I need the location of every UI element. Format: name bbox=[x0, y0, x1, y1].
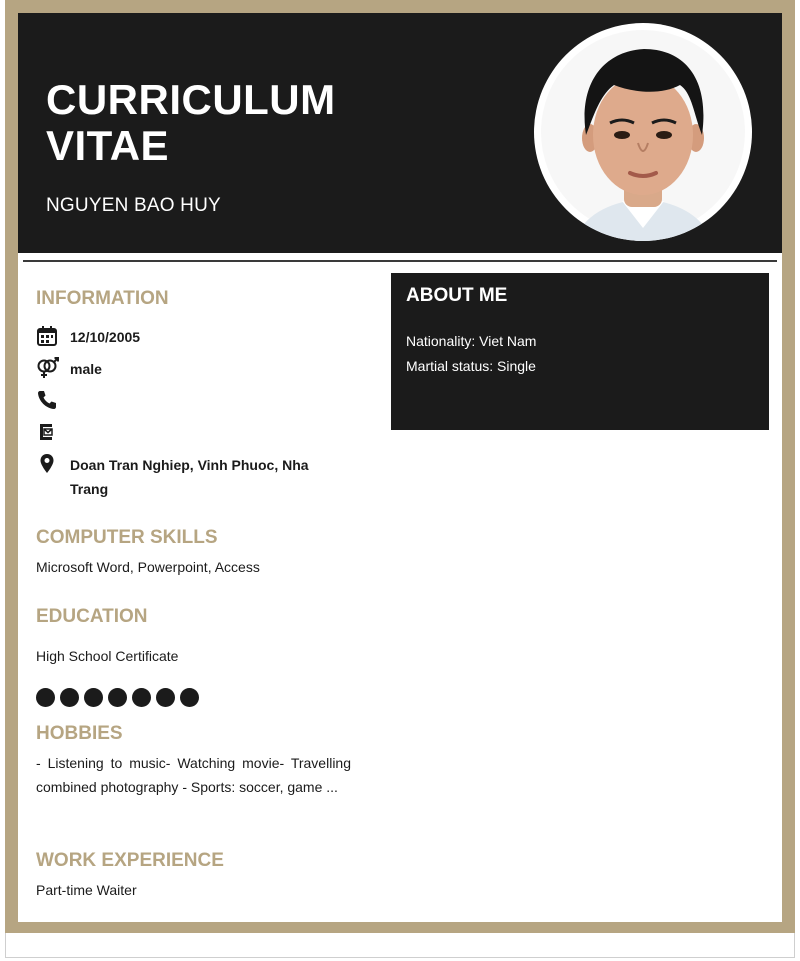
location-pin-icon bbox=[36, 453, 60, 475]
calendar-icon bbox=[36, 325, 60, 347]
computer-skills-heading: COMPUTER SKILLS bbox=[36, 527, 218, 548]
phone-icon bbox=[36, 389, 60, 411]
rating-dot bbox=[132, 688, 151, 707]
address-value: Doan Tran Nghiep, Vinh Phuoc, Nha Trang bbox=[70, 457, 309, 497]
header-divider bbox=[23, 260, 777, 262]
education-text: High School Certificate bbox=[36, 648, 179, 664]
education-rating-dots bbox=[36, 688, 204, 712]
rating-dot bbox=[180, 688, 199, 707]
title-line-1: CURRICULUM bbox=[46, 76, 336, 123]
next-page-edge bbox=[5, 933, 795, 958]
information-heading: INFORMATION bbox=[36, 288, 169, 309]
candidate-name: NGUYEN BAO HUY bbox=[46, 195, 221, 216]
rating-dot bbox=[36, 688, 55, 707]
nationality-text: Nationality: Viet Nam bbox=[406, 333, 537, 349]
hobbies-text: - Listening to music- Watching movie- Travelling combined photography - Sports: soccer, game ... bbox=[36, 755, 351, 795]
marital-status-text: Martial status: Single bbox=[406, 358, 536, 374]
computer-skills-text: Microsoft Word, Powerpoint, Access bbox=[36, 559, 260, 575]
portrait-illustration bbox=[534, 23, 752, 241]
rating-dot bbox=[84, 688, 103, 707]
profile-photo bbox=[534, 23, 752, 241]
rating-dot bbox=[108, 688, 127, 707]
cv-header bbox=[18, 13, 782, 253]
education-heading: EDUCATION bbox=[36, 606, 148, 627]
hobbies-heading: HOBBIES bbox=[36, 723, 123, 744]
birthdate-value: 12/10/2005 bbox=[70, 329, 141, 345]
work-experience-text: Part-time Waiter bbox=[36, 882, 137, 898]
about-me-box bbox=[391, 273, 769, 430]
rating-dot bbox=[156, 688, 175, 707]
title-line-2: VITAE bbox=[46, 122, 170, 169]
rating-dot bbox=[60, 688, 79, 707]
email-icon bbox=[36, 421, 60, 443]
about-me-heading: ABOUT ME bbox=[406, 285, 508, 306]
gender-icon bbox=[36, 357, 60, 379]
cv-page bbox=[18, 13, 782, 922]
gender-value: male bbox=[70, 361, 102, 377]
work-experience-heading: WORK EXPERIENCE bbox=[36, 850, 224, 871]
cv-title bbox=[46, 77, 406, 169]
